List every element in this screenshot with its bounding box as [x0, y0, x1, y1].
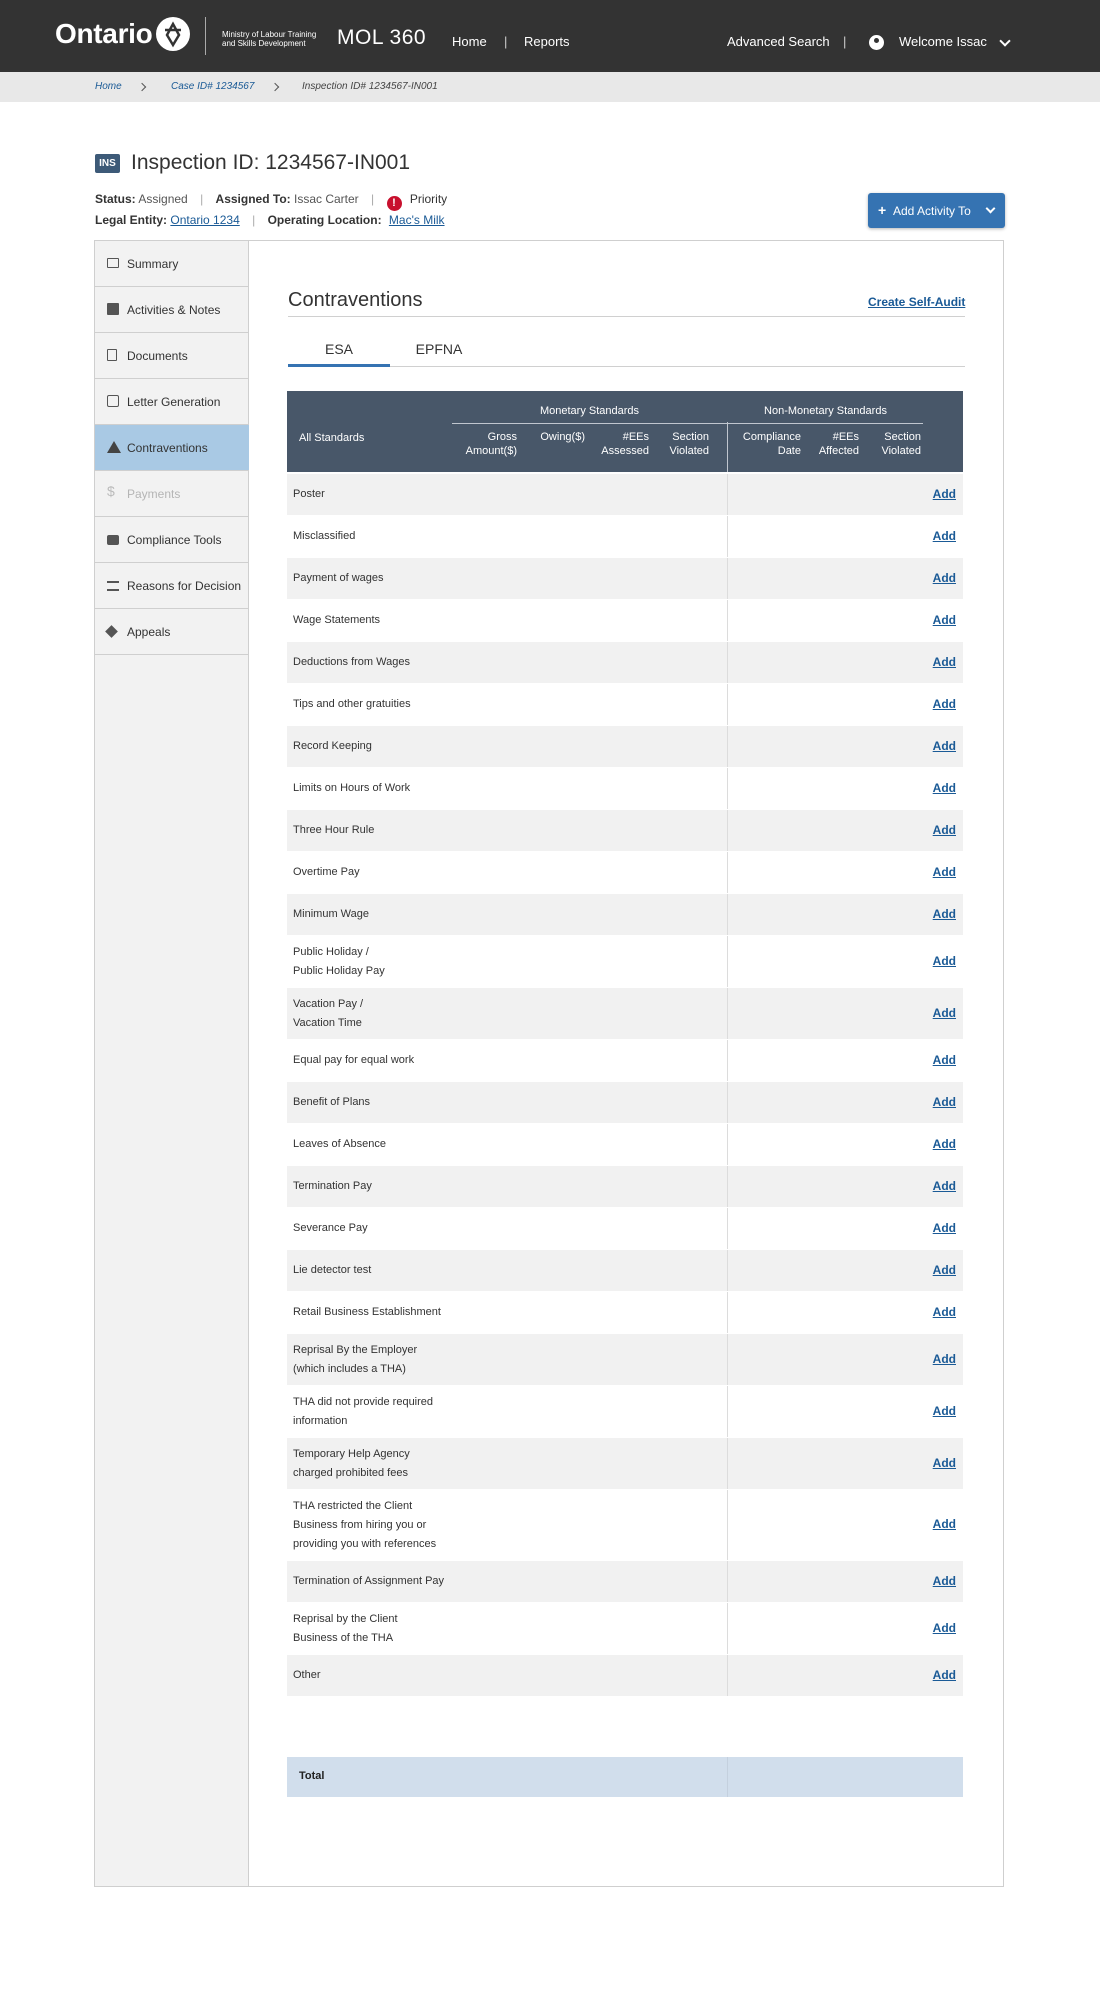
sidebar-item-documents[interactable] [95, 333, 249, 379]
add-activity-label: Add Activity To [893, 204, 971, 218]
header-text: Section [672, 431, 709, 443]
column-divider [727, 1124, 728, 1165]
standard-name [293, 943, 385, 981]
header-text: Assessed [601, 445, 649, 457]
table-row [287, 1438, 963, 1489]
sidebar-item-label: Documents [127, 349, 188, 363]
standard-name [293, 1341, 417, 1379]
standard-name [293, 863, 360, 882]
table-row [287, 1124, 963, 1165]
letter-icon [107, 395, 119, 407]
standard-name-line: Payment of wages [293, 572, 384, 584]
column-divider [727, 768, 728, 809]
operating-location-label: Operating Location: [267, 213, 382, 227]
standard-name [293, 653, 410, 672]
add-contravention-link[interactable]: Add [932, 739, 956, 753]
add-contravention-link[interactable]: Add [932, 1517, 956, 1531]
column-divider [727, 1561, 728, 1602]
column-divider [727, 1082, 728, 1123]
chevron-right-icon [138, 83, 146, 91]
header-text: Section [884, 431, 921, 443]
table-row [287, 1082, 963, 1123]
standard-name-line: Benefit of Plans [293, 1096, 371, 1108]
folder-icon [107, 258, 119, 268]
table-row [287, 516, 963, 557]
priority-label: Priority [409, 192, 448, 206]
tab-epfna[interactable]: EPFNA [415, 341, 463, 357]
table-row [287, 1334, 963, 1385]
header-text: Compliance [742, 431, 801, 443]
header-monetary-standards: Monetary Standards [539, 405, 640, 417]
table-header [287, 391, 963, 472]
standard-name-line: Equal pay for equal work [293, 1054, 415, 1066]
assigned-to-label: Assigned To: [215, 192, 291, 206]
standard-name-line: Retail Business Establishment [293, 1306, 441, 1318]
column-divider [727, 558, 728, 599]
standard-name-line: Business of the THA [293, 1632, 394, 1644]
standard-name [293, 1572, 444, 1591]
add-contravention-link[interactable]: Add [932, 697, 956, 711]
sidebar-item-label: Compliance Tools [127, 533, 222, 547]
meta-separator: | [252, 213, 256, 227]
standard-name [293, 1135, 386, 1154]
inspection-badge-icon: INS [95, 154, 120, 173]
header-section-violated [657, 430, 709, 458]
breadcrumb-case[interactable]: Case ID# 1234567 [171, 81, 255, 92]
column-divider [727, 1655, 728, 1696]
add-activity-button[interactable] [868, 193, 1005, 228]
standard-name [293, 1051, 414, 1070]
column-divider [727, 516, 728, 557]
inspection-meta-line-1 [95, 192, 447, 211]
toolbox-icon [107, 535, 119, 545]
standard-name [293, 695, 411, 714]
table-row [287, 1166, 963, 1207]
table-row [287, 1386, 963, 1437]
add-contravention-link[interactable]: Add [932, 1221, 956, 1235]
header-section-violated-nm [867, 430, 921, 458]
standard-name [293, 1219, 368, 1238]
standard-name-line: Wage Statements [293, 614, 381, 626]
standard-name [293, 1093, 370, 1112]
legal-entity-link[interactable]: Ontario 1234 [170, 213, 240, 227]
standard-name [293, 1303, 441, 1322]
breadcrumb-home[interactable]: Home [95, 81, 122, 92]
column-divider [727, 894, 728, 935]
table-row [287, 1208, 963, 1249]
table-row [287, 642, 963, 683]
standard-name-line: Public Holiday Pay [293, 965, 385, 977]
column-divider [727, 1166, 728, 1207]
column-divider [727, 1250, 728, 1291]
header-text: Date [777, 445, 801, 457]
add-contravention-link[interactable]: Add [932, 1668, 956, 1682]
document-icon [107, 349, 117, 361]
inspection-meta-line-2 [95, 213, 445, 227]
standard-name [293, 779, 410, 798]
standard-name [293, 995, 363, 1033]
table-row [287, 1250, 963, 1291]
standard-name [293, 1177, 372, 1196]
sidebar-item-label: Summary [127, 257, 179, 271]
column-divider [727, 1334, 728, 1385]
standard-name [293, 1261, 371, 1280]
table-row [287, 1040, 963, 1081]
standard-name [293, 737, 372, 756]
scale-icon [107, 581, 119, 591]
active-tab-indicator [288, 364, 390, 367]
table-row [287, 474, 963, 515]
header-all-standards: All Standards [299, 432, 365, 444]
column-divider [727, 1603, 728, 1654]
meta-separator: | [200, 192, 204, 206]
standard-name-line: Three Hour Rule [293, 824, 375, 836]
warning-icon [107, 441, 121, 453]
standard-name [293, 1445, 410, 1483]
add-contravention-link[interactable]: Add [932, 954, 956, 968]
standard-name-line: providing you with references [293, 1538, 437, 1550]
header-group-underline [452, 423, 727, 424]
top-navigation-bar [0, 0, 1100, 72]
standard-name-line: Business from hiring you or [293, 1519, 427, 1531]
chevron-down-icon [986, 204, 996, 214]
add-contravention-link[interactable]: Add [932, 1574, 956, 1588]
add-contravention-link[interactable]: Add [932, 613, 956, 627]
standard-name [293, 569, 384, 588]
table-row [287, 988, 963, 1039]
column-divider [727, 600, 728, 641]
column-divider [727, 1386, 728, 1437]
column-divider [727, 936, 728, 987]
standard-name-line: Reprisal By the Employer [293, 1344, 418, 1356]
standard-name-line: Overtime Pay [293, 866, 360, 878]
legal-entity-label: Legal Entity: [95, 213, 168, 227]
app-name: MOL 360 [337, 26, 427, 49]
standard-name-line: Vacation Time [293, 1017, 362, 1029]
user-welcome-menu[interactable]: Welcome Issac [899, 34, 987, 49]
table-row [287, 600, 963, 641]
ministry-line-1: Ministry of Labour Training [222, 30, 317, 39]
note-icon [107, 303, 119, 315]
add-contravention-link[interactable]: Add [932, 1179, 956, 1193]
table-row [287, 1292, 963, 1333]
header-text: #EEs [622, 431, 649, 443]
add-contravention-link[interactable]: Add [932, 907, 956, 921]
header-non-monetary-standards: Non-Monetary Standards [764, 405, 887, 417]
page-title: Inspection ID: 1234567-IN001 [131, 151, 411, 174]
header-owing: Owing($) [540, 431, 585, 443]
assigned-to-value: Issac Carter [294, 192, 359, 206]
sidebar-item-label: Letter Generation [127, 395, 221, 409]
ministry-name [222, 30, 316, 48]
tab-esa[interactable]: ESA [324, 341, 353, 357]
sidebar-item-letter-generation[interactable] [95, 379, 249, 425]
divider [288, 316, 965, 317]
header-text: Affected [818, 445, 859, 457]
advanced-search-link[interactable]: Advanced Search [727, 34, 830, 49]
sidebar-item-label: Reasons for Decision [127, 579, 242, 593]
sidebar-item-label: Appeals [127, 625, 171, 639]
add-contravention-link[interactable]: Add [932, 1305, 956, 1319]
table-row [287, 558, 963, 599]
table-row [287, 1655, 963, 1696]
add-contravention-link[interactable]: Add [932, 1053, 956, 1067]
table-row [287, 936, 963, 987]
column-divider [727, 988, 728, 1039]
column-divider [727, 684, 728, 725]
sidebar-item-label: Contraventions [127, 441, 208, 455]
standard-name-line: information [293, 1415, 348, 1427]
add-contravention-link[interactable]: Add [932, 571, 956, 585]
add-contravention-link[interactable]: Add [932, 823, 956, 837]
sidebar-item-payments [95, 471, 249, 517]
standard-name-line: Termination of Assignment Pay [293, 1575, 445, 1587]
table-row [287, 852, 963, 893]
sidebar-item-compliance-tools[interactable] [95, 517, 249, 563]
add-contravention-link[interactable]: Add [932, 1621, 956, 1635]
nav-separator: | [843, 34, 847, 49]
table-row [287, 1490, 963, 1560]
standard-name-line: Vacation Pay / [293, 998, 364, 1010]
header-text: Amount($) [465, 445, 517, 457]
priority-alert-icon: ! [387, 196, 402, 211]
add-contravention-link[interactable]: Add [932, 1456, 956, 1470]
table-row [287, 768, 963, 809]
create-self-audit-link[interactable]: Create Self-Audit [868, 295, 966, 309]
operating-location-link[interactable]: Mac's Milk [388, 213, 445, 227]
column-divider [727, 1438, 728, 1489]
logo-divider [205, 17, 206, 55]
table-total-row [287, 1757, 963, 1797]
add-contravention-link[interactable]: Add [932, 1137, 956, 1151]
nav-separator: | [504, 34, 508, 49]
standard-name-line: Record Keeping [293, 740, 372, 752]
status-label: Status: [95, 192, 136, 206]
column-divider [727, 810, 728, 851]
header-group-underline [728, 423, 923, 424]
chevron-right-icon [271, 83, 279, 91]
column-divider [727, 474, 728, 515]
dollar-icon: $ [107, 483, 115, 499]
total-label: Total [299, 1770, 325, 1782]
column-divider [727, 1292, 728, 1333]
sidebar-item-summary[interactable] [95, 241, 249, 287]
table-row [287, 894, 963, 935]
standard-name [293, 527, 355, 546]
standard-name-line: Deductions from Wages [293, 656, 410, 668]
column-divider [727, 1757, 728, 1797]
standard-name-line: Leaves of Absence [293, 1138, 386, 1150]
standard-name [293, 611, 380, 630]
user-account-icon[interactable] [869, 35, 884, 50]
standard-name-line: Limits on Hours of Work [293, 782, 411, 794]
ontario-trillium-logo-icon [156, 17, 190, 51]
add-contravention-link[interactable]: Add [932, 487, 956, 501]
standard-name-line: Termination Pay [293, 1180, 372, 1192]
standard-name [293, 1393, 433, 1431]
standard-name [293, 1666, 321, 1685]
plus-icon: + [878, 202, 887, 218]
add-contravention-link[interactable]: Add [932, 1095, 956, 1109]
header-compliance-date [739, 430, 801, 458]
sidebar-item-appeals[interactable] [95, 609, 249, 655]
table-row [287, 810, 963, 851]
standard-name-line: Severance Pay [293, 1222, 368, 1234]
status-value: Assigned [138, 192, 188, 206]
header-text: #EEs [832, 431, 859, 443]
standard-name [293, 485, 325, 504]
breadcrumb [0, 72, 1100, 102]
sidebar-item-reasons-for-decision[interactable] [95, 563, 249, 609]
column-divider [727, 852, 728, 893]
sidebar [95, 241, 249, 1886]
standard-name-line: THA did not provide required [293, 1396, 434, 1408]
header-ees-affected [809, 430, 859, 458]
ontario-logo-text[interactable]: Ontario [55, 18, 153, 49]
standard-name-line: Other [293, 1669, 321, 1681]
standard-name [293, 821, 374, 840]
column-divider [727, 1208, 728, 1249]
add-contravention-link[interactable]: Add [932, 781, 956, 795]
standard-name-line: Poster [293, 488, 325, 500]
column-divider [727, 726, 728, 767]
header-text: Violated [881, 445, 921, 457]
sidebar-item-label: Payments [127, 487, 181, 501]
table-row [287, 1561, 963, 1602]
standard-name [293, 905, 369, 924]
standard-name-line: Temporary Help Agency [293, 1448, 410, 1460]
header-ees-assessed [597, 430, 649, 458]
meta-separator: | [371, 192, 375, 206]
table-row [287, 726, 963, 767]
chevron-down-icon[interactable] [999, 35, 1010, 46]
table-row [287, 1603, 963, 1654]
breadcrumb-current: Inspection ID# 1234567-IN001 [302, 81, 438, 92]
nav-reports-link[interactable]: Reports [524, 34, 570, 49]
nav-home-link[interactable]: Home [452, 34, 487, 49]
add-contravention-link[interactable]: Add [932, 1352, 956, 1366]
header-divider [727, 422, 728, 472]
standard-name [293, 1610, 398, 1648]
column-divider [727, 1040, 728, 1081]
add-contravention-link[interactable]: Add [932, 1404, 956, 1418]
standard-name-line: charged prohibited fees [293, 1467, 408, 1479]
sidebar-item-activities-notes[interactable] [95, 287, 249, 333]
column-divider [727, 1490, 728, 1560]
add-contravention-link[interactable]: Add [932, 529, 956, 543]
standard-name-line: (which includes a THA) [293, 1363, 406, 1375]
standard-name [293, 1497, 436, 1554]
standard-name-line: Misclassified [293, 530, 356, 542]
standard-name-line: Public Holiday / [293, 946, 369, 958]
header-text: Gross [487, 431, 517, 443]
standard-name-line: THA restricted the Client [293, 1500, 413, 1512]
standard-name-line: Tips and other gratuities [293, 698, 411, 710]
add-contravention-link[interactable]: Add [932, 1006, 956, 1020]
header-text: Violated [669, 445, 709, 457]
standard-name-line: Minimum Wage [293, 908, 369, 920]
column-divider [727, 642, 728, 683]
ministry-line-2: and Skills Development [222, 39, 306, 48]
gavel-icon [105, 625, 118, 638]
sidebar-item-contraventions[interactable] [95, 425, 249, 471]
add-contravention-link[interactable]: Add [932, 655, 956, 669]
standard-name-line: Lie detector test [293, 1264, 372, 1276]
add-contravention-link[interactable]: Add [932, 865, 956, 879]
section-title: Contraventions [288, 289, 423, 311]
table-row [287, 684, 963, 725]
standard-name-line: Reprisal by the Client [293, 1613, 398, 1625]
add-contravention-link[interactable]: Add [932, 1263, 956, 1277]
sidebar-item-label: Activities & Notes [127, 303, 221, 317]
header-gross-amount [457, 430, 517, 458]
